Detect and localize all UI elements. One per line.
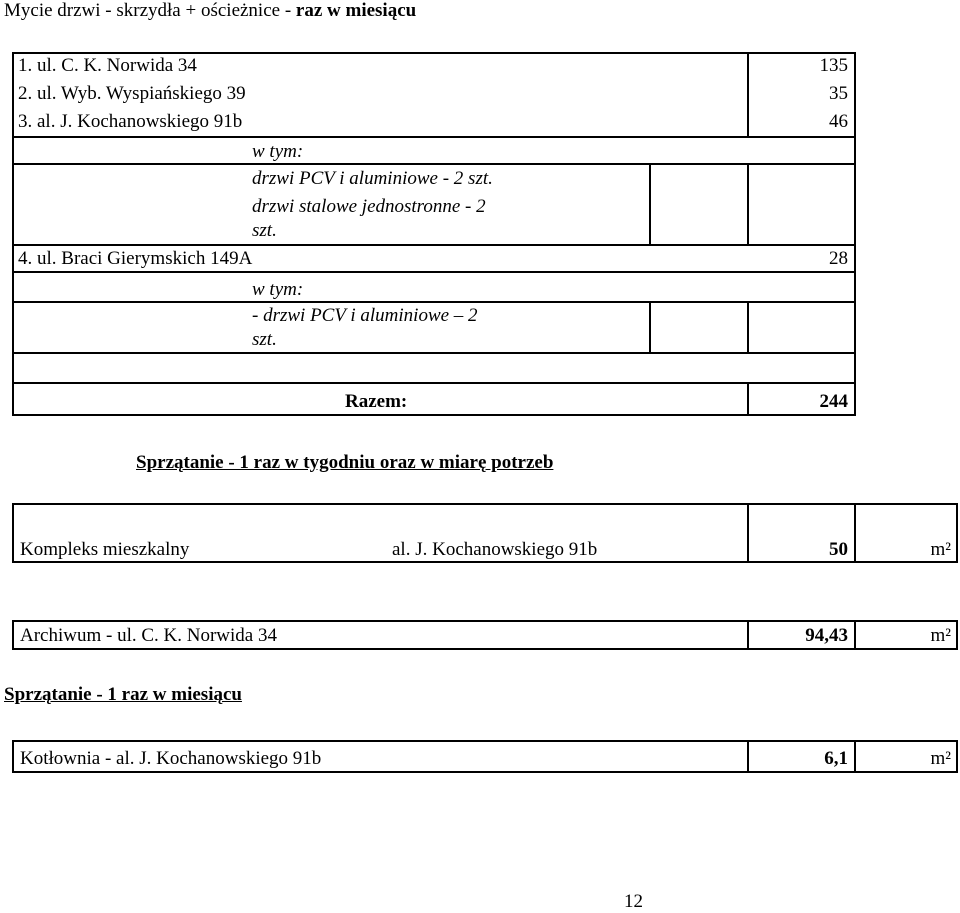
heading-frequency: raz w miesiącu <box>295 0 417 21</box>
subrow-intro: w tym: <box>252 141 304 162</box>
door-row-value: 35 <box>829 83 848 104</box>
area-name: Kompleks mieszkalny <box>20 539 190 560</box>
area-value: 94,43 <box>805 625 848 646</box>
subrow-detail-cont: szt. <box>252 220 277 241</box>
heading-prefix: Mycie drzwi - skrzydła + ościeżnice - <box>4 0 296 21</box>
door-row-value: 135 <box>819 55 848 76</box>
area-name: Archiwum - ul. C. K. Norwida 34 <box>20 625 277 646</box>
area-value: 6,1 <box>824 748 848 769</box>
total-value: 244 <box>819 391 848 412</box>
weekly-heading: Sprzątanie - 1 raz w tygodniu oraz w miarę potrzeb <box>136 452 554 473</box>
area-name: Kotłownia - al. J. Kochanowskiego 91b <box>20 748 322 769</box>
door-row-label: 2. ul. Wyb. Wyspiańskiego 39 <box>18 83 246 104</box>
door-row-label: 3. al. J. Kochanowskiego 91b <box>18 111 243 132</box>
subrow-intro: w tym: <box>252 279 304 300</box>
door-row-label: 4. ul. Braci Gierymskich 149A <box>18 248 253 269</box>
area-value: 50 <box>829 539 848 560</box>
area-address: al. J. Kochanowskiego 91b <box>392 539 598 560</box>
door-row-value: 28 <box>829 248 848 269</box>
page-heading <box>4 0 416 22</box>
door-row-label: 1. ul. C. K. Norwida 34 <box>18 55 197 76</box>
subrow-detail: - drzwi PCV i aluminiowe – 2 <box>252 305 478 326</box>
total-label: Razem: <box>345 391 408 412</box>
page-number: 12 <box>624 891 643 912</box>
area-unit: m² <box>930 748 951 769</box>
area-unit: m² <box>930 625 951 646</box>
subrow-detail-cont: szt. <box>252 329 277 350</box>
subrow-detail: drzwi stalowe jednostronne - 2 <box>252 196 486 217</box>
door-row-value: 46 <box>829 111 848 132</box>
subrow-detail: drzwi PCV i aluminiowe - 2 szt. <box>252 168 493 189</box>
monthly-heading: Sprzątanie - 1 raz w miesiącu <box>4 684 242 705</box>
area-unit: m² <box>930 539 951 560</box>
